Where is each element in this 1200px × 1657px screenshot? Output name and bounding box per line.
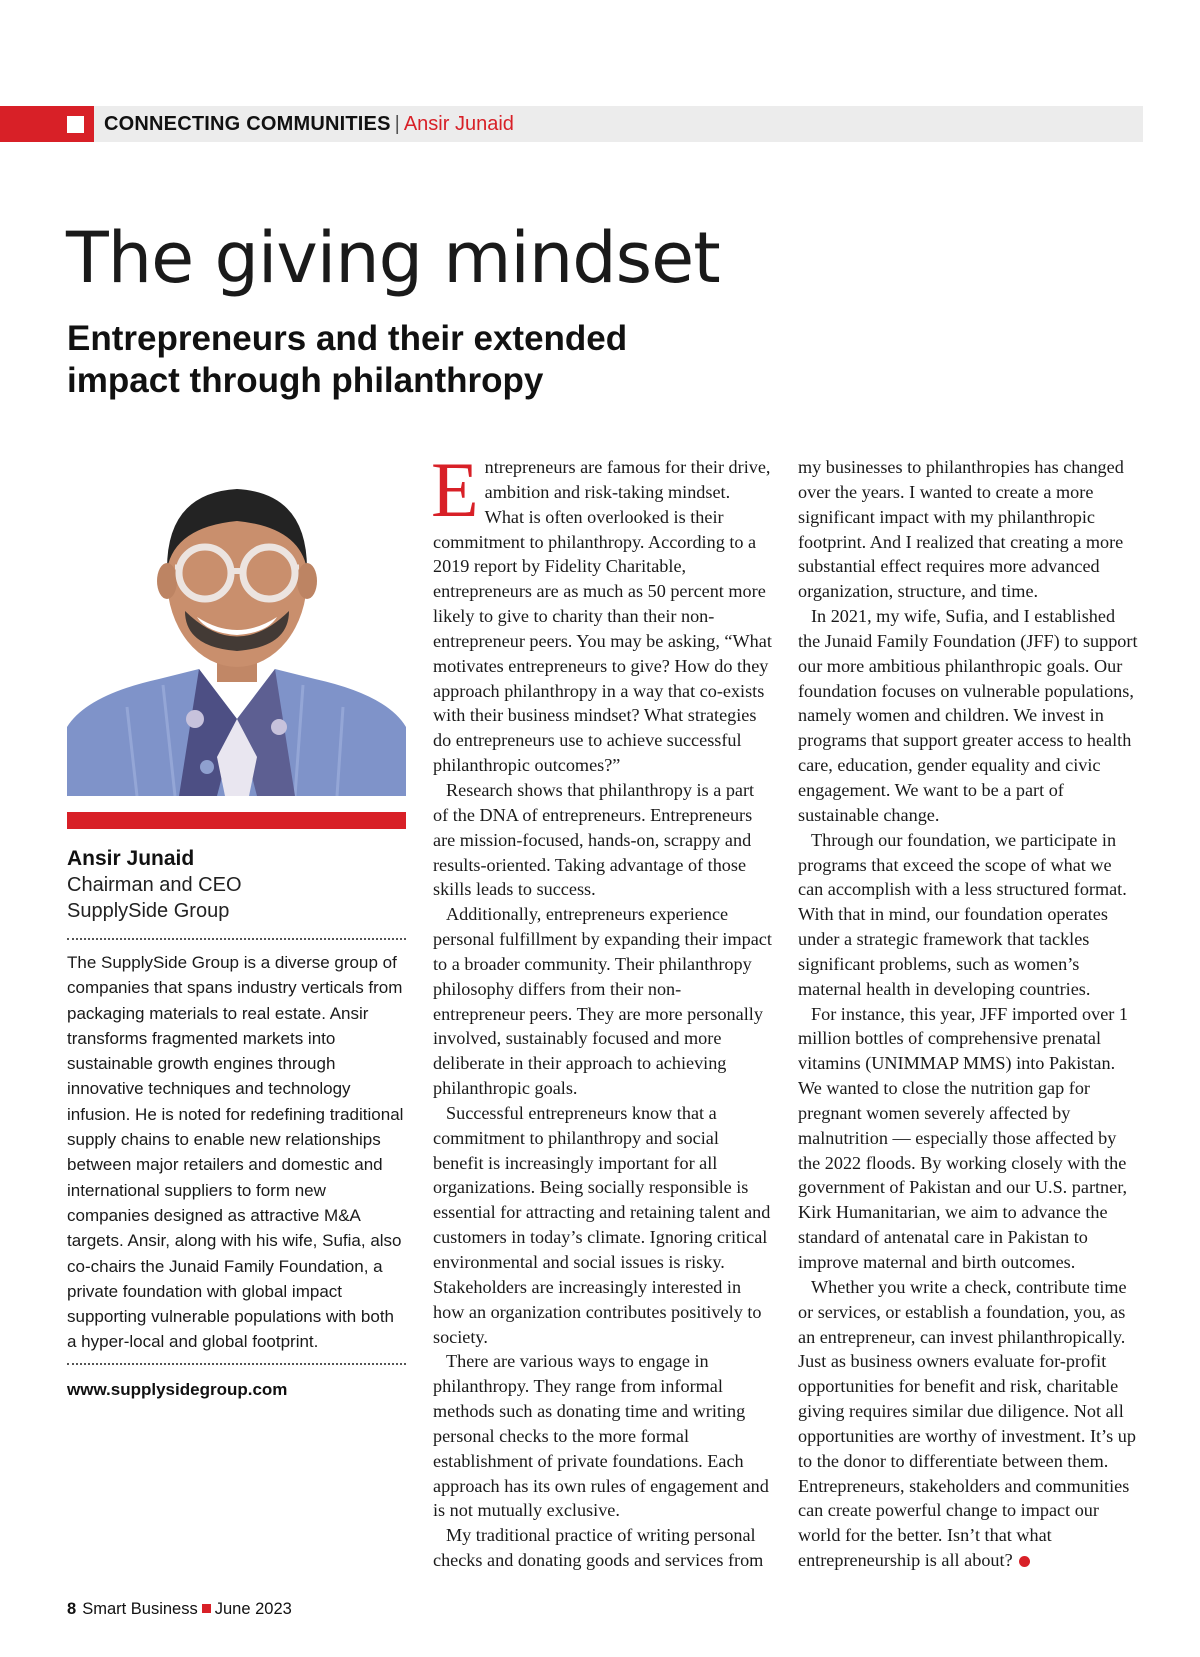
footer-square-icon [202, 1604, 211, 1613]
paragraph-text: Whether you write a check, contribute time or services, or establish a foundation, you, as an entrepreneur, can invest philanthropically. Just as business owners evaluate for-profit opportunities for benefit and risk, charitable giving requires similar due diligence. Not all opportunities are worthy of investment. It’s up to the donor to differentiate between them. Entrepreneurs, stakeholders and communities can create powerful change to impact our world for the better. Isn’t that what entrepreneurship is all about? [798, 1276, 1136, 1571]
article-subtitle: Entrepreneurs and their extended impact through philanthropy [67, 319, 628, 400]
bio-description: The SupplySide Group is a diverse group of companies that spans industry verticals from packaging materials to real estate. Ansir transforms fragmented markets into sustainable growth engines through innovative techniques and technology infusion. He is noted for redefining traditional supply chains to enable new relationships between major retailers and domestic and international suppliers to form new companies designed as attractive M&A targets. Ansir, along with his wife, Sufia, also co-chairs the Junaid Family Foundation, a private foundation with global impact supporting vulnerable populations with both a hyper-local and global footprint. [67, 953, 404, 1352]
section-header-text [104, 113, 514, 135]
article-paragraph: my businesses to philanthropies has changed over the years. I wanted to create a more significant impact with my philanthropic footprint. And I realized that creating a more substantial effect requires more advanced organization, structure, and time. [798, 457, 1124, 602]
bio-title: Chairman and CEO [67, 874, 242, 896]
article-paragraph [798, 1275, 1138, 1573]
header-author: Ansir Junaid [403, 113, 514, 135]
article-paragraph: There are various ways to engage in philanthropy. They range from informal methods such as donating time and writing personal checks to the more formal establishment of private foundations. Each approach has its own rules of engagement and is not mutually exclusive. [433, 1351, 769, 1521]
bio-divider-bottom [67, 1363, 406, 1365]
page-number: 8 [67, 1600, 77, 1618]
paragraph-text: ntrepreneurs are famous for their drive, ambition and risk-taking mindset. What is often overlooked is their commitment to philanthropy. According to a 2019 report by Fidelity Charitable, entrepreneurs are as much as 50 percent more likely to give to charity than their non-entrepreneur peers. You may be asking, “What motivates entrepreneurs to give? How do they approach philanthropy in a way that co-exists with their business mindset? What strategies do entrepreneurs use to achieve successful philanthropic outcomes?” [433, 457, 772, 776]
article-paragraph: My traditional practice of writing personal checks and donating goods and services from [433, 1525, 764, 1571]
header-separator: | [394, 113, 400, 135]
end-mark-icon [1019, 1556, 1030, 1567]
header-red-block [0, 106, 94, 142]
bio-red-rule [67, 812, 406, 829]
section-name: CONNECTING COMMUNITIES [104, 113, 391, 135]
header-square-icon [67, 116, 84, 133]
drop-cap: E [431, 446, 479, 533]
author-portrait [67, 457, 406, 796]
article-title: The giving mindset [66, 217, 720, 299]
page-footer [67, 1599, 292, 1619]
publication-name: Smart Business [82, 1600, 198, 1618]
article-paragraph: Successful entrepreneurs know that a commitment to philanthropy and social benefit is increasingly important for all organizations. Being socially responsible is essential for attracting and retaining talent and customers in today’s climate. Ignoring critical environmental and social issues is risky. Stakeholders are increasingly interested in how an organization contributes positively to society. [433, 1102, 771, 1347]
bio-name: Ansir Junaid [67, 847, 195, 870]
article-paragraph: Research shows that philanthropy is a part of the DNA of entrepreneurs. Entrepreneurs are mission-focused, hands-on, scrappy and results-oriented. Taking advantage of those skills leads to success. [433, 779, 755, 900]
article-paragraph [431, 446, 773, 778]
article-column-1 [431, 446, 773, 1573]
bio-divider-top [67, 938, 406, 940]
section-header-bar [0, 106, 1143, 142]
portrait-illustration [67, 457, 406, 796]
issue-date: June 2023 [214, 1600, 292, 1618]
author-bio [67, 845, 406, 1401]
bio-company: SupplySide Group [67, 900, 230, 922]
company-website-link[interactable]: www.supplysidegroup.com [67, 1379, 288, 1399]
article-column-2 [798, 455, 1138, 1573]
article-paragraph: Additionally, entrepreneurs experience personal fulfillment by expanding their impact to a broader community. Their philanthropy philosophy differs from their non-entrepreneur peers. They are more personally involved, sustainably focused and more deliberate in their approach to achieving philanthropic goals. [433, 904, 772, 1099]
article-paragraph: For instance, this year, JFF imported over 1 million bottles of comprehensive prenatal vitamins (UNIMMAP MMS) into Pakistan. We wanted to close the nutrition gap for pregnant women severely affected by malnutrition — especially those affected by the 2022 floods. By working closely with the government of Pakistan and our U.S. partner, Kirk Humanitarian, we aim to advance the standard of antenatal care in Pakistan to improve maternal and birth outcomes. [798, 1003, 1129, 1272]
article-paragraph: Through our foundation, we participate in programs that exceed the scope of what we can accomplish with a less structured format. With that in mind, our foundation operates under a strategic framework that tackles significant problems, such as women’s maternal health in developing countries. [798, 829, 1127, 999]
article-paragraph: In 2021, my wife, Sufia, and I established the Junaid Family Foundation (JFF) to support our more ambitious philanthropic goals. Our foundation focuses on vulnerable populations, namely women and children. We invest in programs that support greater access to health care, education, gender equality and civic engagement. We want to be a part of sustainable change. [798, 606, 1138, 825]
